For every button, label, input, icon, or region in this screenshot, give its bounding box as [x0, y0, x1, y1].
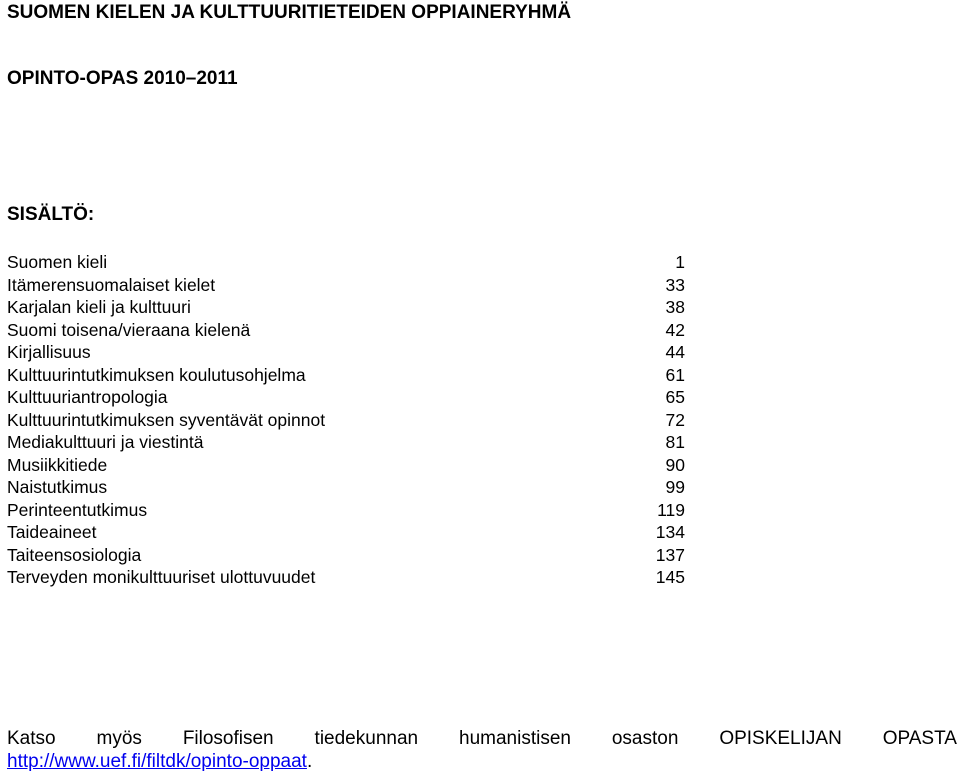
toc-entry: [7, 476, 685, 499]
toc-entry-page-number: 42: [665, 319, 685, 340]
toc-entry-page-number: 99: [665, 477, 685, 497]
footer-word: Katso: [7, 728, 56, 749]
toc-entry-page-number: 38: [665, 297, 685, 317]
toc-entry: [7, 274, 685, 297]
toc-entry: [7, 409, 685, 432]
footer-word: Filosofisen: [182, 728, 274, 749]
toc-entry-label: Kulttuurintutkimuksen koulutusohjelma: [7, 364, 306, 385]
footer-word: humanistisen: [459, 728, 571, 749]
footer-link-line: [7, 750, 957, 773]
toc-entry-label: Itämerensuomalaiset kielet: [7, 274, 216, 295]
toc-entry-label: Kulttuurintutkimuksen syventävät opinnot: [7, 409, 326, 430]
toc-entry: [7, 296, 685, 319]
toc-entry-label: Kirjallisuus: [7, 342, 91, 362]
toc-entry-label: Taiteensosiologia: [7, 544, 142, 565]
toc-entry: [7, 521, 685, 544]
document-subtitle: OPINTO-OPAS 2010–2011: [7, 68, 238, 89]
study-guides-link[interactable]: http://www.uef.fi/filtdk/opinto-oppaat: [7, 751, 307, 772]
toc-entry: [7, 386, 685, 409]
toc-entry: [7, 499, 685, 522]
toc-entry-label: Karjalan kieli ja kulttuuri: [7, 297, 191, 317]
toc-entry: [7, 566, 685, 589]
toc-entry-label: Suomen kieli: [7, 252, 108, 272]
toc-entry: [7, 431, 685, 454]
toc-entry: [7, 341, 685, 364]
toc-entry-page-number: 65: [665, 387, 685, 407]
table-of-contents: [7, 251, 685, 589]
footer-word: myös: [96, 728, 142, 749]
toc-entry-page-number: 44: [665, 342, 685, 362]
toc-entry: [7, 364, 685, 387]
toc-entry-page-number: 90: [665, 454, 685, 475]
footer-trailing-period: .: [306, 751, 313, 772]
footer-word: OPASTA: [882, 728, 957, 749]
toc-entry-label: Mediakulttuuri ja viestintä: [7, 432, 204, 452]
footer-word: OPISKELIJAN: [719, 728, 842, 749]
footer-note: [7, 727, 957, 773]
footer-note-line: [7, 727, 957, 750]
toc-entry-label: Suomi toisena/vieraana kielenä: [7, 319, 251, 340]
toc-entry-label: Naistutkimus: [7, 477, 108, 497]
toc-heading: SISÄLTÖ:: [7, 204, 95, 225]
footer-word: tiedekunnan: [314, 728, 419, 749]
toc-entry: [7, 251, 685, 274]
toc-entry-label: Terveyden monikulttuuriset ulottuvuudet: [7, 567, 316, 587]
toc-entry-label: Kulttuuriantropologia: [7, 387, 168, 407]
toc-entry: [7, 544, 685, 567]
toc-entry-page-number: 33: [665, 274, 685, 295]
toc-entry-page-number: 61: [665, 364, 685, 385]
toc-entry-label: Musiikkitiede: [7, 454, 108, 475]
toc-entry-label: Perinteentutkimus: [7, 499, 148, 520]
toc-entry-page-number: 119: [657, 499, 685, 520]
document-title: SUOMEN KIELEN JA KULTTUURITIETEIDEN OPPIAINERYHMÄ: [7, 2, 572, 23]
toc-entry-page-number: 145: [655, 567, 685, 587]
toc-entry-page-number: 1: [675, 252, 685, 272]
toc-entry-page-number: 72: [665, 409, 685, 430]
toc-entry-page-number: 81: [665, 432, 685, 452]
toc-entry-page-number: 134: [655, 522, 685, 542]
toc-entry: [7, 319, 685, 342]
footer-word: osaston: [611, 728, 679, 749]
toc-entry: [7, 454, 685, 477]
toc-entry-page-number: 137: [655, 544, 685, 565]
toc-entry-label: Taideaineet: [7, 522, 97, 542]
